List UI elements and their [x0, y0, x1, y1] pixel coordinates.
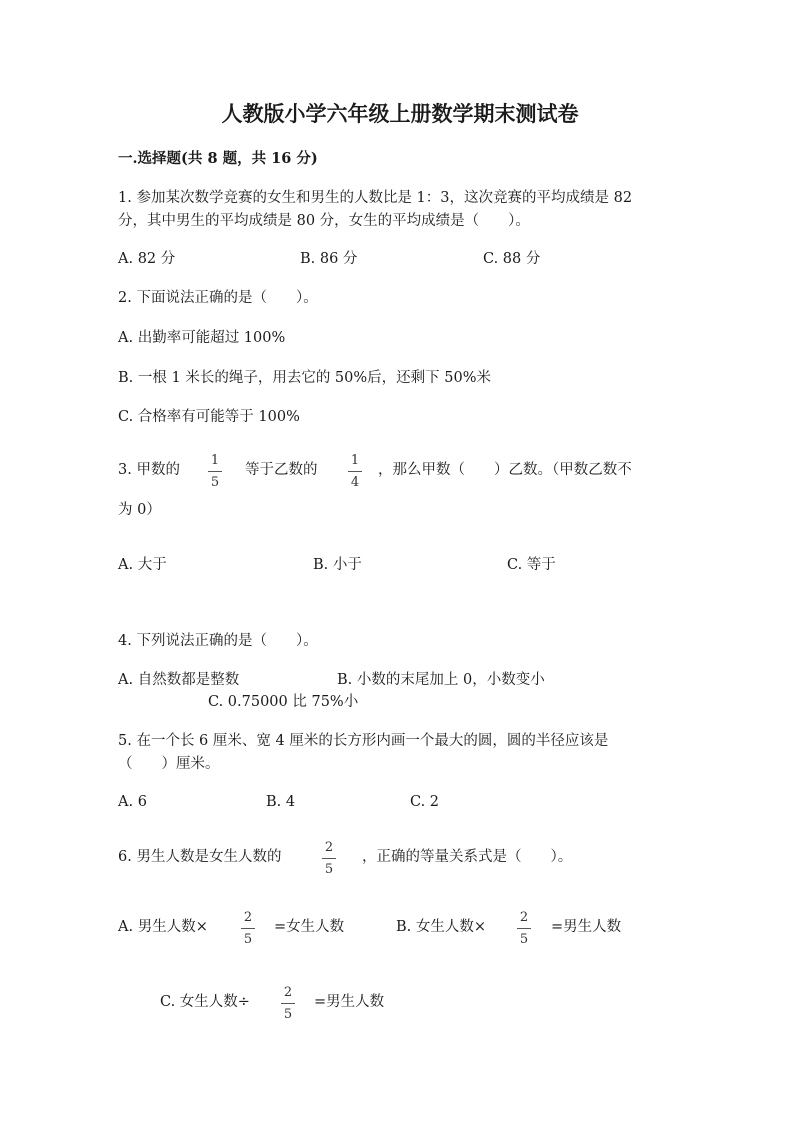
question-2-option-b: B. 一根 1 米长的绳子，用去它的 50%后，还剩下 50%米 — [118, 370, 491, 386]
fraction-two-fifths — [321, 841, 337, 876]
question-1-option-a: A. 82 分 — [118, 251, 176, 267]
fraction-one-fifth — [207, 454, 223, 489]
fraction-bar — [517, 928, 531, 929]
question-5-option-c: C. 2 — [410, 794, 440, 810]
page-title: 人教版小学六年级上册数学期末测试卷 — [221, 101, 579, 126]
fraction-numerator: 1 — [350, 453, 360, 468]
question-1-option-b: B. 86 分 — [300, 251, 358, 267]
question-5-line-1: 5. 在一个长 6 厘米、宽 4 厘米的长方形内画一个最大的圆，圆的半径应该是 — [118, 733, 609, 749]
fraction-bar — [241, 928, 255, 929]
question-6-part-2: ，正确的等量关系式是（ ）。 — [362, 849, 573, 865]
fraction-denominator: 5 — [243, 932, 253, 947]
question-3-option-b: B. 小于 — [313, 557, 362, 573]
fraction-denominator: 5 — [324, 862, 334, 877]
fraction-bar — [322, 858, 336, 859]
fraction-numerator: 2 — [324, 840, 334, 855]
question-3-part-3: ，那么甲数（ ）乙数。（甲数乙数不 — [378, 462, 632, 478]
question-3-part-1: 3. 甲数的 — [118, 462, 180, 478]
question-3-option-a: A. 大于 — [118, 557, 167, 573]
fraction-denominator: 5 — [210, 475, 220, 490]
fraction-two-fifths — [280, 986, 296, 1021]
question-3-part-2: 等于乙数的 — [245, 462, 318, 478]
question-2-option-a: A. 出勤率可能超过 100% — [118, 330, 286, 346]
question-5-option-b: B. 4 — [266, 794, 296, 810]
question-2-line-1: 2. 下面说法正确的是（ ）。 — [118, 290, 318, 306]
fraction-two-fifths — [516, 911, 532, 946]
question-4-option-b: B. 小数的末尾加上 0，小数变小 — [337, 672, 545, 688]
fraction-denominator: 5 — [519, 932, 529, 947]
fraction-denominator: 4 — [350, 475, 360, 490]
fraction-numerator: 1 — [210, 453, 220, 468]
question-6-part-1: 6. 男生人数是女生人数的 — [118, 849, 282, 865]
question-6-option-a-post: =女生人数 — [274, 919, 345, 935]
question-4-line-1: 4. 下列说法正确的是（ ）。 — [118, 633, 318, 649]
question-2-option-c: C. 合格率有可能等于 100% — [118, 409, 300, 425]
question-1-option-c: C. 88 分 — [483, 251, 541, 267]
fraction-bar — [208, 471, 222, 472]
fraction-denominator: 5 — [283, 1007, 293, 1022]
question-6-option-c-post: =男生人数 — [314, 994, 385, 1010]
section-heading: 一.选择题(共 8 题，共 16 分) — [118, 150, 318, 167]
question-5-option-a: A. 6 — [118, 794, 147, 810]
question-3-option-c: C. 等于 — [507, 557, 556, 573]
fraction-one-fourth — [347, 454, 363, 489]
question-6-option-b-post: =男生人数 — [551, 919, 622, 935]
question-6-option-a-pre: A. 男生人数× — [118, 919, 208, 935]
fraction-bar — [281, 1003, 295, 1004]
question-1-line-2: 分，其中男生的平均成绩是 80 分，女生的平均成绩是（ ）。 — [118, 213, 530, 229]
question-6-option-c-pre: C. 女生人数÷ — [160, 994, 250, 1010]
fraction-numerator: 2 — [243, 910, 253, 925]
question-4-option-a: A. 自然数都是整数 — [118, 672, 240, 688]
fraction-two-fifths — [240, 911, 256, 946]
fraction-bar — [348, 471, 362, 472]
fraction-numerator: 2 — [283, 985, 293, 1000]
question-5-line-2: （ ）厘米。 — [118, 756, 220, 772]
question-6-option-b-pre: B. 女生人数× — [396, 919, 487, 935]
question-1-line-1: 1. 参加某次数学竞赛的女生和男生的人数比是 1：3，这次竞赛的平均成绩是 82 — [118, 190, 633, 206]
question-4-option-c: C. 0.75000 比 75%小 — [208, 694, 359, 710]
fraction-numerator: 2 — [519, 910, 529, 925]
question-3-line-2: 为 0） — [118, 502, 161, 518]
